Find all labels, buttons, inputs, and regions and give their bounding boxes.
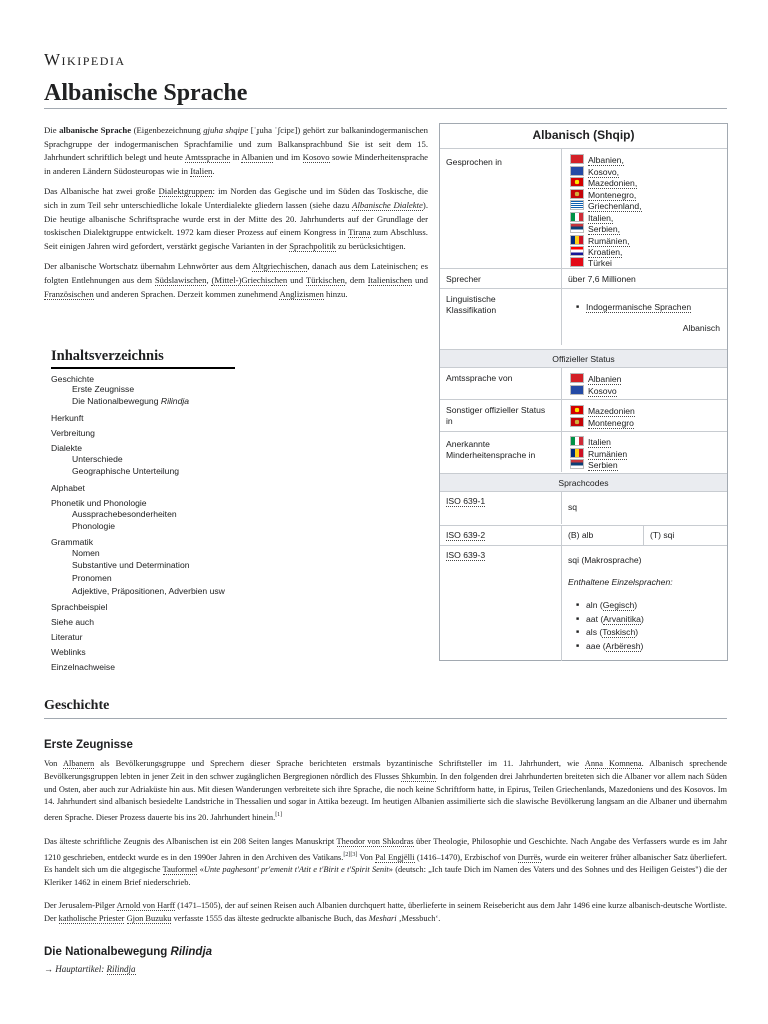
link-mittelgriechischen[interactable]: (Mittel-)Griechischen bbox=[211, 274, 288, 285]
iso3-list bbox=[576, 599, 644, 653]
kosovo-flag-icon bbox=[570, 166, 584, 176]
link-tirana[interactable]: Tirana bbox=[348, 227, 371, 238]
infobox-header-codes: Sprachcodes bbox=[440, 473, 727, 492]
iso2-t-value: (T) sqi bbox=[650, 530, 675, 540]
speakers-value: über 7,6 Millionen bbox=[568, 274, 636, 284]
toc-title: Inhaltsverzeichnis bbox=[51, 348, 164, 364]
iso2-b-value: (B) alb bbox=[568, 530, 594, 540]
link-suedslawischen[interactable]: Südslawischen bbox=[154, 274, 207, 285]
spoken-montenegro[interactable]: Montenegro, bbox=[570, 189, 636, 200]
link-kosovo[interactable]: Kosovo bbox=[302, 152, 330, 163]
toc-item-aussprache[interactable]: Aussprachebesonderheiten bbox=[72, 509, 177, 519]
spoken-griechenland[interactable]: Griechenland, bbox=[570, 200, 642, 211]
link-pal-engjelli[interactable]: Pal Engjëlli bbox=[375, 852, 415, 862]
classification-sub: Albanisch bbox=[682, 323, 720, 333]
link-katholische-priester[interactable]: katholische Priester bbox=[58, 913, 125, 923]
amts-kosovo[interactable]: Kosovo bbox=[570, 385, 617, 396]
toc-divider bbox=[51, 367, 235, 369]
montenegro-flag-icon bbox=[570, 189, 584, 199]
link-gjon-buzuku[interactable]: Gjon Buzuku bbox=[126, 913, 172, 923]
amtssprache-label: Amtssprache von bbox=[446, 373, 513, 383]
toc-item-phonetik[interactable]: Phonetik und Phonologie bbox=[51, 498, 147, 508]
toc-item-herkunft[interactable]: Herkunft bbox=[51, 413, 84, 423]
link-albanische-dialekte[interactable]: Albanische Dialekte bbox=[352, 199, 423, 210]
amts-albanien[interactable]: Albanien bbox=[570, 373, 621, 384]
croatia-flag-icon bbox=[570, 246, 584, 256]
toc-item-nationalbewegung[interactable]: Die Nationalbewegung Rilindja bbox=[72, 396, 190, 406]
subheading-erste-zeugnisse: Erste Zeugnisse bbox=[44, 739, 133, 751]
infobox-row-classification bbox=[440, 288, 727, 345]
spoken-rumaenien[interactable]: Rumänien, bbox=[570, 235, 630, 246]
other-montenegro[interactable]: Montenegro bbox=[570, 417, 634, 428]
macedonia-flag-icon bbox=[570, 177, 584, 187]
toc-item-alphabet[interactable]: Alphabet bbox=[51, 483, 85, 493]
toc-item-literatur[interactable]: Literatur bbox=[51, 632, 83, 642]
infobox bbox=[439, 123, 728, 661]
subheading-nationalbewegung: Die Nationalbewegung Rilindja bbox=[44, 946, 213, 958]
intro-paragraph-3: Der albanische Wortschatz übernahm Lehnwörter aus dem Altgriechischen, danach aus dem Lateinischen; es folgten Entlehnungen aus dem Südslawischen, (Mittel-)Griechischen und Türkischen, dem Italienischen und Französischen und anderen Sprachen. Derzeit kommen zunehmend Anglizismen hinzu. bbox=[44, 261, 429, 299]
iso3-sub: Enthaltene Einzelsprachen: bbox=[568, 577, 673, 587]
toc-item-dialekte[interactable]: Dialekte bbox=[51, 443, 83, 453]
link-italien[interactable]: Italien bbox=[190, 165, 213, 176]
iso3-label[interactable]: ISO 639-3 bbox=[446, 550, 486, 560]
link-italienischen[interactable]: Italienischen bbox=[367, 274, 413, 285]
infobox-row-amtssprache bbox=[440, 367, 727, 400]
toc-item-phonologie[interactable]: Phonologie bbox=[72, 521, 116, 531]
iso3-item-aln[interactable]: ■ aln (Gegisch) bbox=[576, 599, 644, 613]
iso1-value: sq bbox=[568, 502, 578, 512]
minority-italien[interactable]: Italien bbox=[570, 436, 611, 447]
link-rilindja[interactable]: Rilindja bbox=[106, 964, 136, 974]
link-altgriechischen[interactable]: Altgriechischen bbox=[252, 261, 308, 272]
hauptartikel-note: → Hauptartikel: Rilindja bbox=[44, 964, 136, 974]
romania-flag-icon bbox=[570, 235, 584, 245]
toc-item-erste-zeugnisse[interactable]: Erste Zeugnisse bbox=[72, 384, 135, 394]
toc-item-verbreitung[interactable]: Verbreitung bbox=[51, 428, 95, 438]
toc-item-weblinks[interactable]: Weblinks bbox=[51, 647, 86, 657]
serbia-flag-icon bbox=[570, 223, 584, 233]
toc-item-siehe-auch[interactable]: Siehe auch bbox=[51, 617, 95, 627]
link-amtssprache[interactable]: Amtssprache bbox=[184, 152, 231, 163]
macedonia-flag-icon bbox=[570, 405, 584, 415]
infobox-row-iso2 bbox=[440, 525, 727, 546]
spoken-tuerkei[interactable]: Türkei bbox=[570, 257, 612, 268]
link-tuerkischen[interactable]: Türkischen bbox=[305, 274, 345, 285]
paragraph-erste-zeugnisse-2: Das älteste schriftliche Zeugnis des Albanischen ist ein 208 Seiten langes Manuskript Theodor von Shkodras über Theologie, Philosophie und Geschichte. Nach Angabe des Verfassers wurde es im Jahr 1210 geschrieben, entdeckt wurde es in den 1990er Jahren in den Archiven des Vatikans.[2][3] Von Pal Engjëlli (1416–1470), Erzbischof von Durrës, wurde ein weiterer früher albanischer Satz überliefert. Es handelt sich um die altgegische Tauformel «Unte paghesont' pr'emenit t'Atit e t'Birit e t'Spirit Senit» (deutsch: „Ich taufe Dich im Namen des Vaters und des Sohnes und des Heiligen Geistes") die der Kleriker 1462 in einem Brief niederschrieb. bbox=[44, 837, 728, 888]
speakers-label: Sprecher bbox=[446, 274, 481, 284]
albania-flag-icon bbox=[570, 154, 584, 164]
toc-item-sprachbeispiel[interactable]: Sprachbeispiel bbox=[51, 602, 108, 612]
infobox-header-official: Offizieller Status bbox=[440, 349, 727, 368]
link-franzoesischen[interactable]: Französischen bbox=[44, 288, 94, 299]
toc-item-geographische-unterteilung[interactable]: Geographische Unterteilung bbox=[72, 466, 180, 476]
section-heading-geschichte: Geschichte bbox=[44, 698, 110, 713]
romania-flag-icon bbox=[570, 448, 584, 458]
infobox-row-spoken bbox=[440, 148, 727, 269]
other-mazedonien[interactable]: Mazedonien bbox=[570, 405, 635, 416]
infobox-row-other-status bbox=[440, 399, 727, 432]
link-anglizismen[interactable]: Anglizismen bbox=[279, 288, 324, 299]
other-status-label: Sonstiger offizieller Status in bbox=[446, 405, 546, 426]
link-sprachpolitik[interactable]: Sprachpolitik bbox=[289, 240, 336, 251]
toc-item-grammatik[interactable]: Grammatik bbox=[51, 537, 94, 547]
greece-flag-icon bbox=[570, 200, 584, 210]
minority-rumaenien[interactable]: Rumänien bbox=[570, 448, 627, 459]
intro-paragraph-1: Die albanische Sprache (Eigenbezeichnung gjuha shqipe [ˈɟuha ˈʃcipɛ]) gehört zur balkanindogermanischen Sprachgruppe der indogermanischen Sprachfamilie und zum Balkansprachbund Sie ist seit dem 15. Jahrhundert schriftlich belegt und heute Amtssprache in Albanien und im Kosovo sowie Minderheitensprache in anderen Ländern Südosteuropas wie in Italien. bbox=[44, 125, 429, 176]
page-title: Albanische Sprache bbox=[44, 80, 248, 106]
spoken-serbien[interactable]: Serbien, bbox=[570, 223, 620, 234]
toc-item-substantive[interactable]: Substantive und Determination bbox=[72, 560, 190, 570]
toc-item-pronomen[interactable]: Pronomen bbox=[72, 573, 112, 583]
link-anna-komnena[interactable]: Anna Komnena bbox=[584, 759, 642, 768]
link-theodor-von-shkodra[interactable]: Theodor von Shkodras bbox=[336, 837, 414, 846]
minority-label: Anerkannte Minderheitensprache in bbox=[446, 439, 536, 460]
minority-serbien[interactable]: Serbien bbox=[570, 459, 618, 470]
paragraph-erste-zeugnisse-1: Von Albanern als Bevölkerungsgruppe und Sprechern dieser Sprache berichteten erstmals byzantinische Schriftsteller im 11. Jahrhundert, wie Anna Komnena. Albanisch sprechende Bevölkerungsgruppen lebten in jener Zeit in den schwer zugänglichen Bergregionen nördlich des Flusses Shkumbin. In den folgenden drei Jahrhunderten breiteten sich die Albaner vor allem nach Süden und Osten, aber auch zur Adriaküste hin aus. Mit diesen Wanderungen verbreitete sich ihre Sprache, die noch keine Schriftform hatte, in Epirus, Teilen Griechenlands, Mazedoniens und des Kosovos. Im 14. Jahrhundert sind albanisch besiedelte Landstriche in Thessalien und sogar in Attika bezeugt. Im heutigen Albanien assimilierte sich die slawische Bevölkerung langsam an die Albaner und übernahm deren Sprache. Dieser Prozess dauerte bis ins 20. Jahrhundert hinein.[1] bbox=[44, 759, 728, 822]
infobox-title: Albanisch (Shqip) bbox=[532, 128, 635, 142]
iso3-item-als[interactable]: ■ als (Toskisch) bbox=[576, 626, 644, 640]
link-shkumbin[interactable]: Shkumbin bbox=[401, 771, 436, 781]
toc-item-adjektive[interactable]: Adjektive, Präpositionen, Adverbien usw bbox=[72, 586, 225, 596]
link-albanern[interactable]: Albanern bbox=[62, 759, 95, 768]
iso3-item-aae[interactable]: ■ aae (Arbëresh) bbox=[576, 640, 644, 654]
infobox-row-iso1 bbox=[440, 491, 727, 524]
spoken-mazedonien[interactable]: Mazedonien, bbox=[570, 177, 637, 188]
classification-label: Linguistische Klassifikation bbox=[446, 294, 497, 315]
iso2-label[interactable]: ISO 639-2 bbox=[446, 530, 486, 540]
iso3-item-aat[interactable]: ■ aat (Arvanitika) bbox=[576, 613, 644, 627]
spoken-label: Gesprochen in bbox=[446, 157, 502, 167]
link-albanien[interactable]: Albanien bbox=[241, 152, 274, 163]
link-durres[interactable]: Durrës bbox=[517, 852, 541, 862]
link-dialektgruppen[interactable]: Dialektgruppen bbox=[158, 186, 213, 197]
ref-1[interactable]: [1] bbox=[275, 812, 283, 819]
ref-2-3[interactable]: [2][3] bbox=[343, 851, 358, 858]
iso1-label[interactable]: ISO 639-1 bbox=[446, 496, 486, 506]
spoken-italien[interactable]: Italien, bbox=[570, 212, 613, 223]
intro-paragraph-2: Das Albanische hat zwei große Dialektgruppen: im Norden das Gegische und im Süden das Toskische, die sich in zum Teil sehr unterschiedliche lokale Unterdialekte gliedern lassen (siehe dazu Albanische Dialekte). Die heutige albanische Schriftsprache wurde erst in der Mitte des 20. Jahrhunderts auf der Grundlage der toskischen Dialektgruppe entwickelt. 1972 kam dieser Prozess auf einem Kongress in Tirana zum Abschluss. Seit einigen Jahren wird gefordert, verstärkt gegische Varianten in der Sprachpolitik zu berücksichtigen. bbox=[44, 186, 429, 251]
toc-item-unterschiede[interactable]: Unterschiede bbox=[72, 454, 123, 464]
montenegro-flag-icon bbox=[570, 417, 584, 427]
spoken-albanien[interactable]: Albanien, bbox=[570, 154, 624, 165]
infobox-row-speakers bbox=[440, 268, 727, 289]
toc-item-einzelnachweise[interactable]: Einzelnachweise bbox=[51, 662, 116, 672]
infobox-row-minority bbox=[440, 431, 727, 472]
link-arnold-von-harff[interactable]: Arnold von Harff bbox=[116, 901, 176, 910]
iso3-value: sqi (Makrosprache) bbox=[568, 555, 642, 565]
section-divider bbox=[44, 718, 727, 719]
toc-item-geschichte[interactable]: Geschichte bbox=[51, 374, 94, 384]
italy-flag-icon bbox=[570, 212, 584, 222]
spoken-kroatien[interactable]: Kroatien, bbox=[570, 246, 622, 257]
title-divider bbox=[44, 108, 727, 109]
albania-flag-icon bbox=[570, 373, 584, 383]
paragraph-erste-zeugnisse-3: Der Jerusalem-Pilger Arnold von Harff (1471–1505), der auf seinen Reisen auch Albanien durchquert hatte, überlieferte in seinem Reisebericht aus dem Jahr 1496 eine kurze albanisch-deutsche Wortliste. Der katholische Priester Gjon Buzuku verfasste 1555 das älteste gedruckte albanische Buch, das Meshari ‚Messbuch‘. bbox=[44, 901, 727, 923]
kosovo-flag-icon bbox=[570, 385, 584, 395]
spoken-kosovo[interactable]: Kosovo, bbox=[570, 166, 619, 177]
toc-item-nomen[interactable]: Nomen bbox=[72, 548, 100, 558]
infobox-row-iso3 bbox=[440, 545, 727, 661]
serbia-flag-icon bbox=[570, 459, 584, 469]
link-tauformel[interactable]: Tauformel bbox=[162, 865, 198, 875]
turkey-flag-icon bbox=[570, 257, 584, 267]
intro-text bbox=[44, 124, 428, 308]
italy-flag-icon bbox=[570, 436, 584, 446]
classification-item[interactable]: ■ Indogermanische Sprachen bbox=[576, 302, 691, 312]
wikipedia-wordmark[interactable]: Wikipedia bbox=[44, 50, 126, 69]
